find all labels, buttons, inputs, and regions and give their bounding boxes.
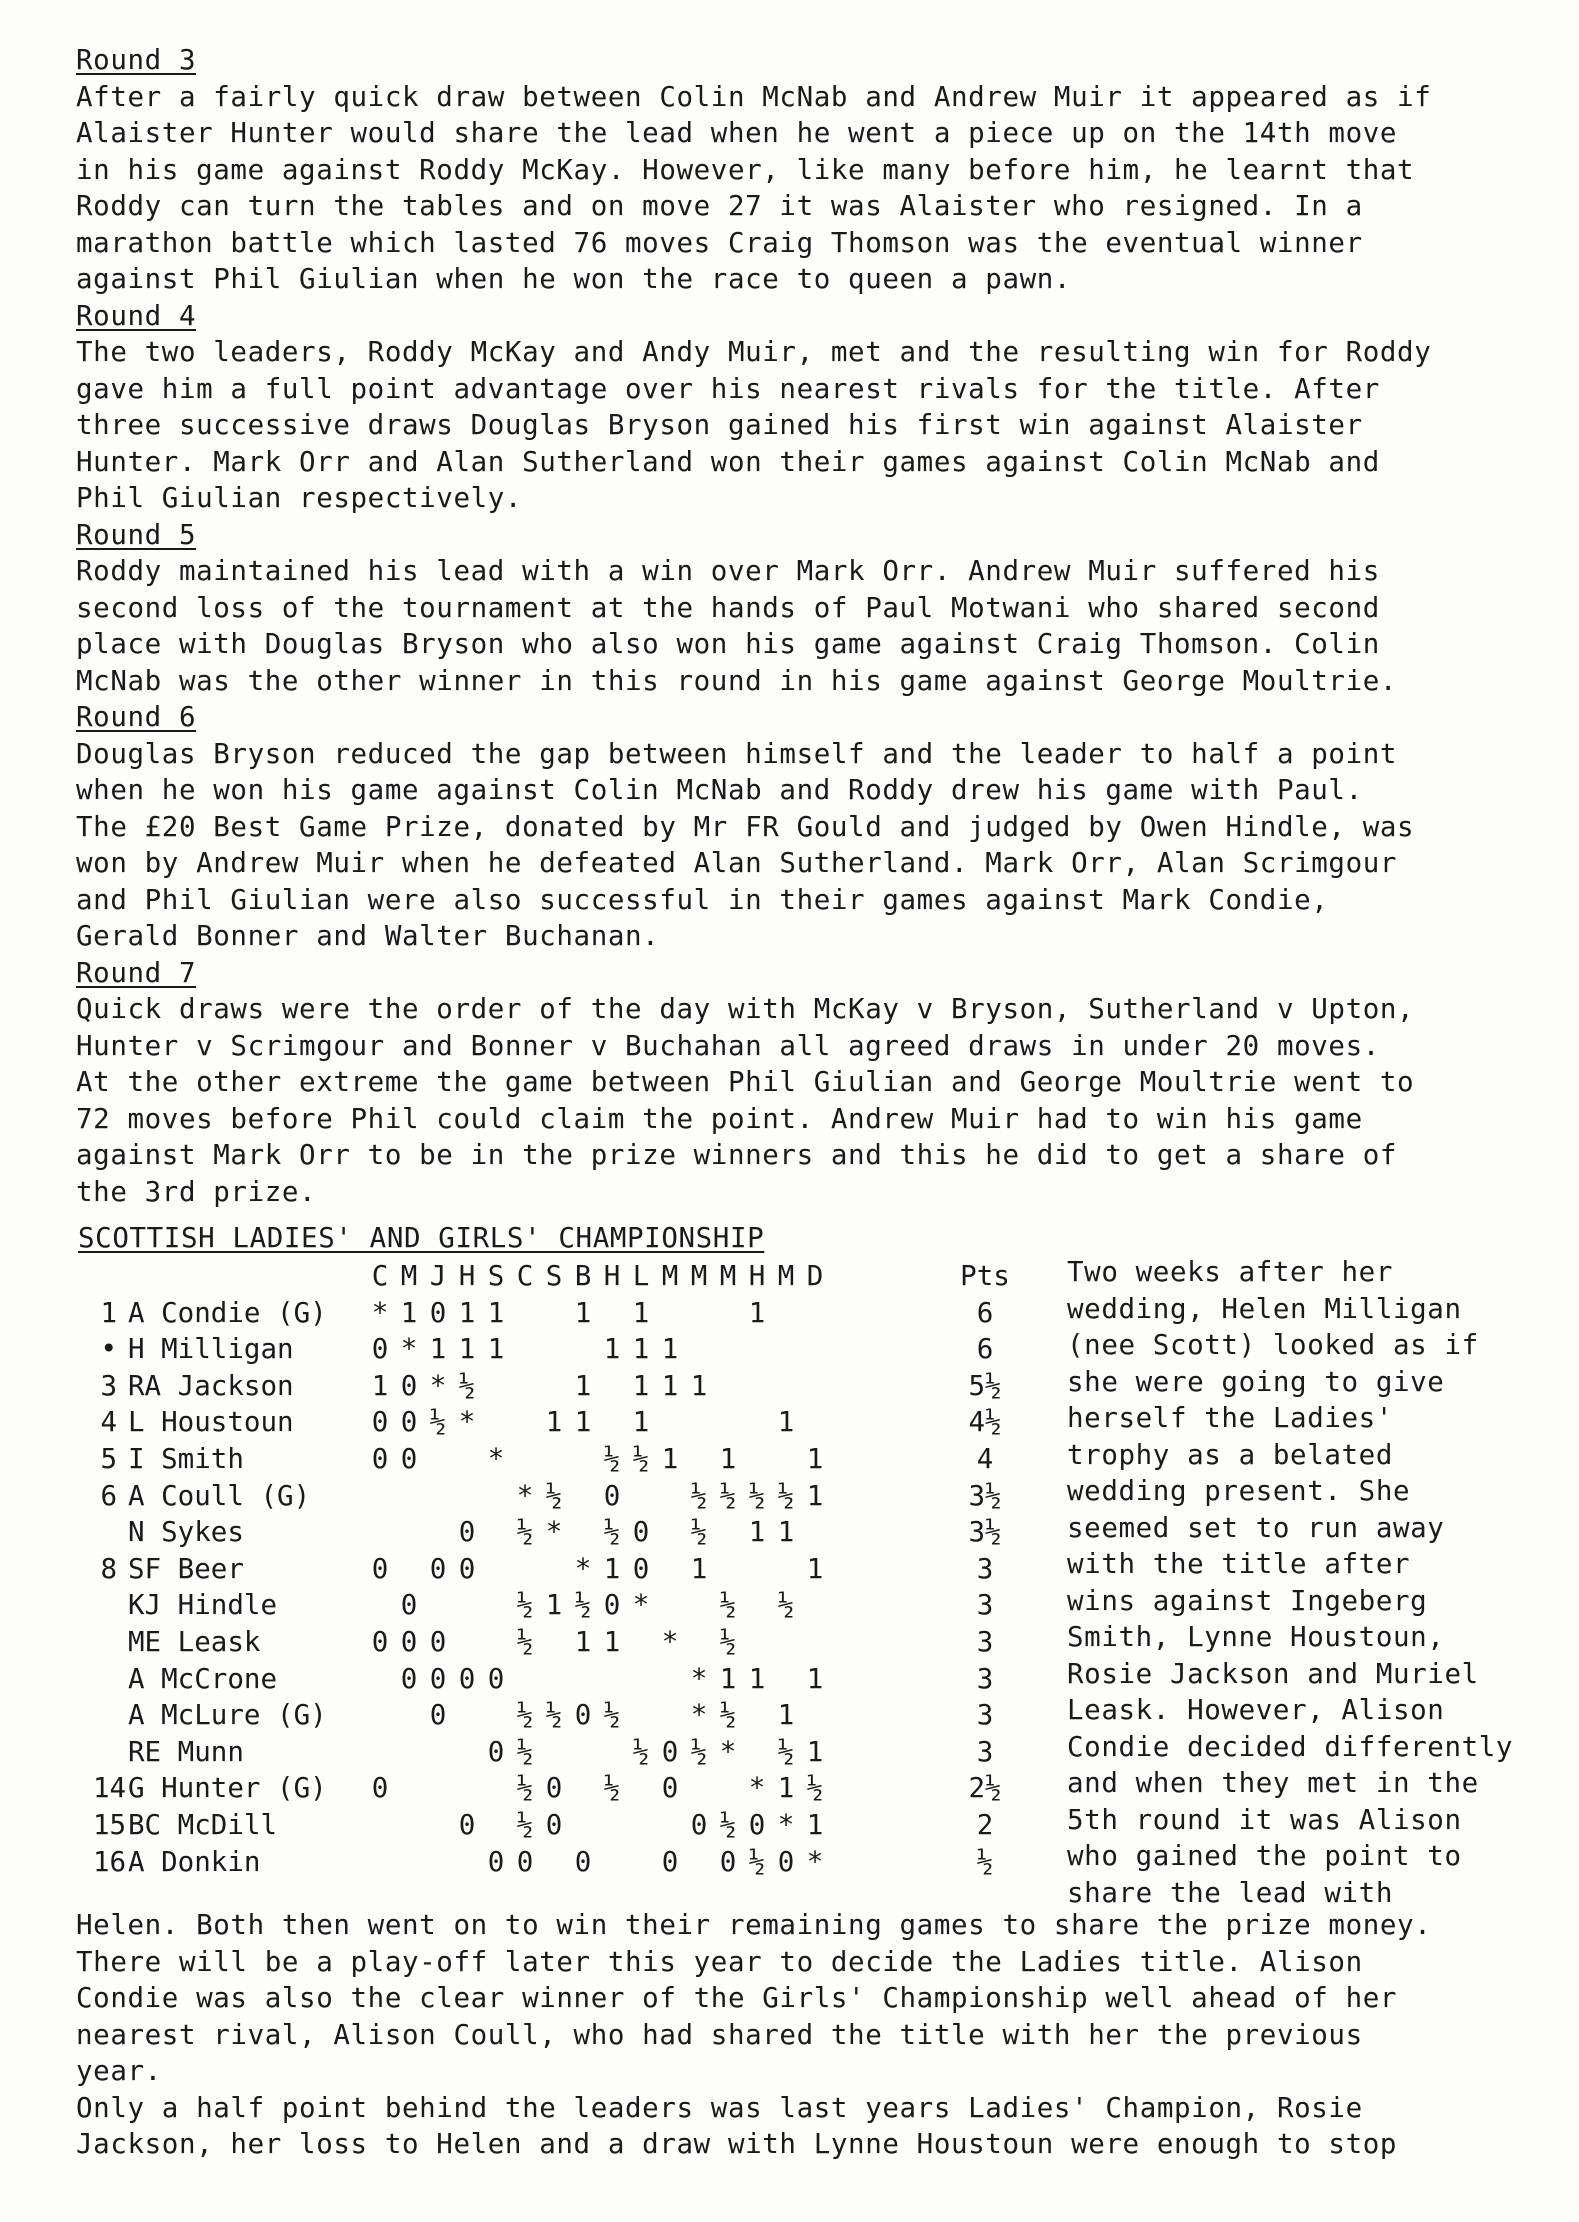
column-header: H [603, 1260, 621, 1292]
round-5 [76, 517, 1546, 700]
result-cell: 1 [632, 1333, 650, 1366]
column-header: S [545, 1260, 563, 1292]
result-cell: 0 [429, 1552, 447, 1585]
result-cell: 1 [603, 1552, 621, 1585]
result-cell: 1 [400, 1296, 418, 1329]
result-cell: * [574, 1552, 592, 1585]
result-cell: * [400, 1333, 418, 1366]
result-cell: 1 [371, 1369, 389, 1402]
pts-header: Pts [960, 1260, 1010, 1292]
closing-text: Helen. Both then went on to win their remaining games to share the prize money. There will be a play-off later this year to decide the Ladies title. Alison Condie was also the clear winner of the Girls' Championship well ahead of her nearest rival, Alison Coull, who had shared the title with her the previous year. Only a half point behind the leaders was last years Ladies' Champion, Rosie Jackson, her loss to Helen and a draw with Lynne Houstoun were enough to stop [76, 1909, 1432, 2160]
column-header: C [516, 1260, 534, 1292]
table-row [0, 1587, 1020, 1623]
result-cell: 1 [574, 1406, 592, 1439]
result-cell: ½ [516, 1589, 534, 1622]
player-name: I Smith [128, 1443, 244, 1475]
result-cell: ½ [574, 1589, 592, 1622]
result-cell: 1 [632, 1369, 650, 1402]
result-cell: 0 [400, 1626, 418, 1658]
column-header: S [487, 1260, 505, 1292]
result-cell: * [719, 1735, 737, 1768]
result-cell: ½ [719, 1626, 737, 1658]
column-header: M [777, 1260, 795, 1292]
result-cell: 1 [690, 1552, 708, 1585]
result-cell: * [748, 1772, 766, 1805]
result-cell: 1 [487, 1333, 505, 1366]
column-header: M [661, 1260, 679, 1292]
result-cell: 0 [487, 1735, 505, 1768]
result-cell: 0 [545, 1809, 563, 1841]
player-rank: 6 [100, 1479, 117, 1512]
result-cell: 1 [806, 1552, 824, 1585]
result-cell: ½ [429, 1406, 447, 1439]
result-cell: 0 [661, 1735, 679, 1768]
column-header: H [458, 1260, 476, 1292]
player-rank: • [100, 1333, 117, 1366]
player-points: 3 [976, 1699, 994, 1732]
result-cell: ½ [690, 1735, 708, 1768]
player-name: A McCrone [128, 1662, 278, 1695]
round-6 [76, 699, 1546, 955]
result-cell: ½ [516, 1699, 534, 1732]
round-heading: Round 7 [76, 956, 197, 989]
player-points: 4½ [968, 1406, 1002, 1439]
result-cell: * [516, 1479, 534, 1512]
player-name: A Coull (G) [128, 1479, 311, 1512]
result-cell: ½ [603, 1772, 621, 1805]
result-cell: ½ [632, 1735, 650, 1768]
result-cell: 1 [777, 1699, 795, 1732]
player-rank: 15 [93, 1809, 127, 1841]
result-cell: 1 [545, 1406, 563, 1439]
result-cell: ½ [603, 1443, 621, 1475]
round-text: Douglas Bryson reduced the gap between himself and the leader to half a point when he won his game against Colin McNab and Roddy drew his game with Paul. The £20 Best Game Prize, donated by Mr FR Gould and judged by Owen Hindle, was won by Andrew Muir when he defeated Alan Sutherland. Mark Orr, Alan Scrimgour and Phil Giulian were also successful in their games against Mark Condie, Gerald Bonner and Walter Buchanan. [76, 737, 1415, 952]
result-cell: ½ [690, 1479, 708, 1512]
result-cell: 0 [371, 1772, 389, 1805]
result-cell: 1 [603, 1333, 621, 1366]
round-text: After a fairly quick draw between Colin McNab and Andrew Muir it appeared as if Alaister Hunter would share the lead when he went a piece up on the 14th move in his game against Roddy McKay. However, like many before him, he learnt that Roddy can turn the tables and on move 27 it was Alaister who resigned. In a marathon battle which lasted 76 moves Craig Thomson was the eventual winner against Phil Giulian when he won the race to queen a pawn. [76, 80, 1432, 295]
result-cell: 1 [574, 1369, 592, 1402]
player-points: 6 [976, 1333, 994, 1366]
player-name: ME Leask [128, 1626, 261, 1658]
table-row [0, 1734, 1020, 1770]
result-cell: 1 [777, 1406, 795, 1439]
result-cell: * [487, 1443, 505, 1475]
player-name: SF Beer [128, 1552, 244, 1585]
result-cell: 0 [632, 1516, 650, 1549]
result-cell: 1 [632, 1296, 650, 1329]
table-row [0, 1844, 1020, 1880]
result-cell: ½ [719, 1809, 737, 1841]
result-cell: 1 [661, 1369, 679, 1402]
result-cell: 1 [458, 1296, 476, 1329]
result-cell: 1 [690, 1369, 708, 1402]
table-row [0, 1514, 1020, 1550]
column-header: C [371, 1260, 389, 1292]
player-points: 3 [976, 1735, 994, 1768]
result-cell: 0 [545, 1772, 563, 1805]
player-name: L Houstoun [128, 1406, 294, 1439]
column-header: B [574, 1260, 592, 1292]
column-header: D [806, 1260, 824, 1292]
result-cell: ½ [719, 1479, 737, 1512]
result-cell: * [458, 1406, 476, 1439]
player-points: 4 [976, 1443, 994, 1475]
result-cell: ½ [516, 1809, 534, 1841]
player-name: H Milligan [128, 1333, 294, 1366]
result-cell: * [429, 1369, 447, 1402]
table-row [0, 1368, 1020, 1404]
player-points: 3 [976, 1589, 994, 1622]
column-header: M [719, 1260, 737, 1292]
result-cell: 0 [458, 1662, 476, 1695]
player-points: 2 [976, 1809, 994, 1841]
player-rank: 1 [100, 1296, 117, 1329]
result-cell: * [690, 1662, 708, 1695]
round-text: Quick draws were the order of the day with McKay v Bryson, Sutherland v Upton, Hunter v Scrimgour and Bonner v Buchahan all agreed draws in under 20 moves. At the other extreme the game between Phil Giulian and George Moultrie went to 72 moves before Phil could claim the point. Andrew Muir had to win his game against Mark Orr to be in the prize winners and this he did to get a share of the 3rd prize. [76, 993, 1415, 1208]
player-name: RE Munn [128, 1735, 244, 1768]
result-cell: ½ [777, 1479, 795, 1512]
player-points: ½ [976, 1845, 994, 1878]
result-cell: 0 [777, 1845, 795, 1878]
result-cell: 1 [719, 1443, 737, 1475]
table-row [0, 1478, 1020, 1514]
result-cell: 0 [400, 1406, 418, 1439]
player-rank: 3 [100, 1369, 117, 1402]
result-cell: * [777, 1809, 795, 1841]
result-cell: 0 [574, 1699, 592, 1732]
result-cell: 0 [748, 1809, 766, 1841]
result-cell: 0 [371, 1443, 389, 1475]
result-cell: 0 [458, 1552, 476, 1585]
result-cell: ½ [632, 1443, 650, 1475]
result-cell: ½ [603, 1516, 621, 1549]
result-cell: * [661, 1626, 679, 1658]
player-points: 3 [976, 1662, 994, 1695]
player-points: 3½ [968, 1516, 1002, 1549]
column-header: M [690, 1260, 708, 1292]
result-cell: 0 [574, 1845, 592, 1878]
round-heading: Round 6 [76, 701, 197, 733]
result-cell: 0 [371, 1406, 389, 1439]
player-name: A Condie (G) [128, 1296, 327, 1329]
result-cell: ½ [516, 1772, 534, 1805]
result-cell: 0 [429, 1662, 447, 1695]
player-rank: 4 [100, 1406, 117, 1439]
result-cell: 0 [487, 1845, 505, 1878]
result-cell: 1 [632, 1406, 650, 1439]
result-cell: ½ [806, 1772, 824, 1805]
result-cell: 0 [516, 1845, 534, 1878]
player-name: G Hunter (G) [128, 1772, 327, 1805]
result-cell: ½ [719, 1699, 737, 1732]
table-row [0, 1770, 1020, 1806]
result-cell: 1 [487, 1296, 505, 1329]
result-cell: 0 [661, 1845, 679, 1878]
result-cell: ½ [516, 1516, 534, 1549]
result-cell: ½ [458, 1369, 476, 1402]
ladies-sidebar-text: Two weeks after her wedding, Helen Milligan (nee Scott) looked as if she were going to give herself the Ladies' trophy as a belated wedding present. She seemed set to run away with the title after wins against Ingeberg Smith, Lynne Houstoun, Rosie Jackson and Muriel Leask. However, Alison Condie decided differently and when they met in the 5th round it was Alison who gained the point to share the lead with [1067, 1256, 1514, 1909]
result-cell: 1 [458, 1333, 476, 1366]
column-header: L [632, 1260, 650, 1292]
player-rank: 16 [93, 1845, 127, 1878]
result-cell: 1 [719, 1662, 737, 1695]
player-name: N Sykes [128, 1516, 244, 1549]
result-cell: 0 [690, 1809, 708, 1841]
result-cell: * [690, 1699, 708, 1732]
player-rank: 14 [93, 1772, 127, 1805]
result-cell: ½ [690, 1516, 708, 1549]
result-cell: 0 [371, 1552, 389, 1585]
result-cell: 1 [429, 1333, 447, 1366]
result-cell: ½ [748, 1845, 766, 1878]
result-cell: 1 [806, 1443, 824, 1475]
result-cell: * [806, 1845, 824, 1878]
result-cell: 1 [574, 1296, 592, 1329]
player-points: 3½ [968, 1479, 1002, 1512]
round-3 [76, 42, 1546, 298]
round-heading: Round 3 [76, 44, 197, 76]
table-row [0, 1295, 1020, 1331]
result-cell: 1 [603, 1626, 621, 1658]
result-cell: ½ [719, 1589, 737, 1622]
result-cell: 0 [400, 1443, 418, 1475]
result-cell: 0 [661, 1772, 679, 1805]
table-row [0, 1441, 1020, 1477]
result-cell: 0 [487, 1662, 505, 1695]
player-name: A Donkin [128, 1845, 261, 1878]
result-cell: 0 [458, 1809, 476, 1841]
result-cell: 0 [429, 1296, 447, 1329]
result-cell: ½ [603, 1699, 621, 1732]
result-cell: 1 [574, 1626, 592, 1658]
result-cell: 0 [603, 1589, 621, 1622]
table-row [0, 1807, 1020, 1843]
result-cell: 0 [603, 1479, 621, 1512]
player-rank: 8 [100, 1552, 117, 1585]
player-name: RA Jackson [128, 1369, 294, 1402]
result-cell: 0 [371, 1333, 389, 1366]
result-cell: 0 [429, 1699, 447, 1732]
player-points: 2½ [968, 1772, 1002, 1805]
result-cell: 1 [748, 1516, 766, 1549]
result-cell: ½ [516, 1626, 534, 1658]
result-cell: ½ [748, 1479, 766, 1512]
result-cell: * [371, 1296, 389, 1329]
player-rank: 5 [100, 1443, 117, 1475]
player-name: A McLure (G) [128, 1699, 327, 1732]
result-cell: 1 [748, 1296, 766, 1329]
player-points: 6 [976, 1296, 994, 1329]
result-cell: * [545, 1516, 563, 1549]
result-cell: 1 [806, 1735, 824, 1768]
result-cell: 0 [719, 1845, 737, 1878]
round-4 [76, 298, 1546, 517]
result-cell: 1 [806, 1662, 824, 1695]
result-cell: ½ [777, 1589, 795, 1622]
result-cell: ½ [516, 1735, 534, 1768]
result-cell: 1 [777, 1516, 795, 1549]
round-reports [76, 42, 1546, 1210]
result-cell: 1 [545, 1589, 563, 1622]
player-points: 3 [976, 1552, 994, 1585]
table-row [0, 1404, 1020, 1440]
result-cell: 1 [806, 1809, 824, 1841]
round-7 [76, 955, 1546, 1211]
result-cell: 1 [806, 1479, 824, 1512]
player-name: KJ Hindle [128, 1589, 278, 1622]
round-heading: Round 5 [76, 518, 197, 551]
table-row [0, 1624, 1020, 1660]
round-heading: Round 4 [76, 299, 197, 332]
column-header: M [400, 1260, 418, 1292]
result-cell: ½ [777, 1735, 795, 1768]
result-cell: 0 [400, 1589, 418, 1622]
result-cell: 0 [458, 1516, 476, 1549]
table-row [0, 1697, 1020, 1733]
result-cell: 0 [632, 1552, 650, 1585]
result-cell: 1 [661, 1333, 679, 1366]
column-header: H [748, 1260, 766, 1292]
result-cell: 1 [748, 1662, 766, 1695]
table-row [0, 1551, 1020, 1587]
player-name: BC McDill [128, 1809, 278, 1841]
result-cell: 0 [400, 1369, 418, 1402]
result-cell: 1 [777, 1772, 795, 1805]
result-cell: 1 [661, 1443, 679, 1475]
result-cell: * [632, 1589, 650, 1622]
result-cell: 0 [400, 1662, 418, 1695]
result-cell: 0 [371, 1626, 389, 1658]
result-cell: ½ [545, 1479, 563, 1512]
result-cell: 0 [429, 1626, 447, 1658]
table-row [0, 1661, 1020, 1697]
round-text: The two leaders, Roddy McKay and Andy Muir, met and the resulting win for Roddy gave him a full point advantage over his nearest rivals for the title. After three successive draws Douglas Bryson gained his first win against Alaister Hunter. Mark Orr and Alan Sutherland won their games against Colin McNab and Phil Giulian respectively. [76, 336, 1432, 514]
player-points: 3 [976, 1626, 994, 1658]
player-points: 5½ [968, 1369, 1002, 1402]
round-text: Roddy maintained his lead with a win over Mark Orr. Andrew Muir suffered his second loss of the tournament at the hands of Paul Motwani who shared second place with Douglas Bryson who also won his game against Craig Thomson. Colin McNab was the other winner in this round in his game against George Moultrie. [76, 555, 1398, 697]
column-header: J [429, 1260, 447, 1292]
result-cell: ½ [545, 1699, 563, 1732]
crosstable-title: SCOTTISH LADIES' AND GIRLS' CHAMPIONSHIP [78, 1222, 765, 1254]
table-row [0, 1331, 1020, 1367]
